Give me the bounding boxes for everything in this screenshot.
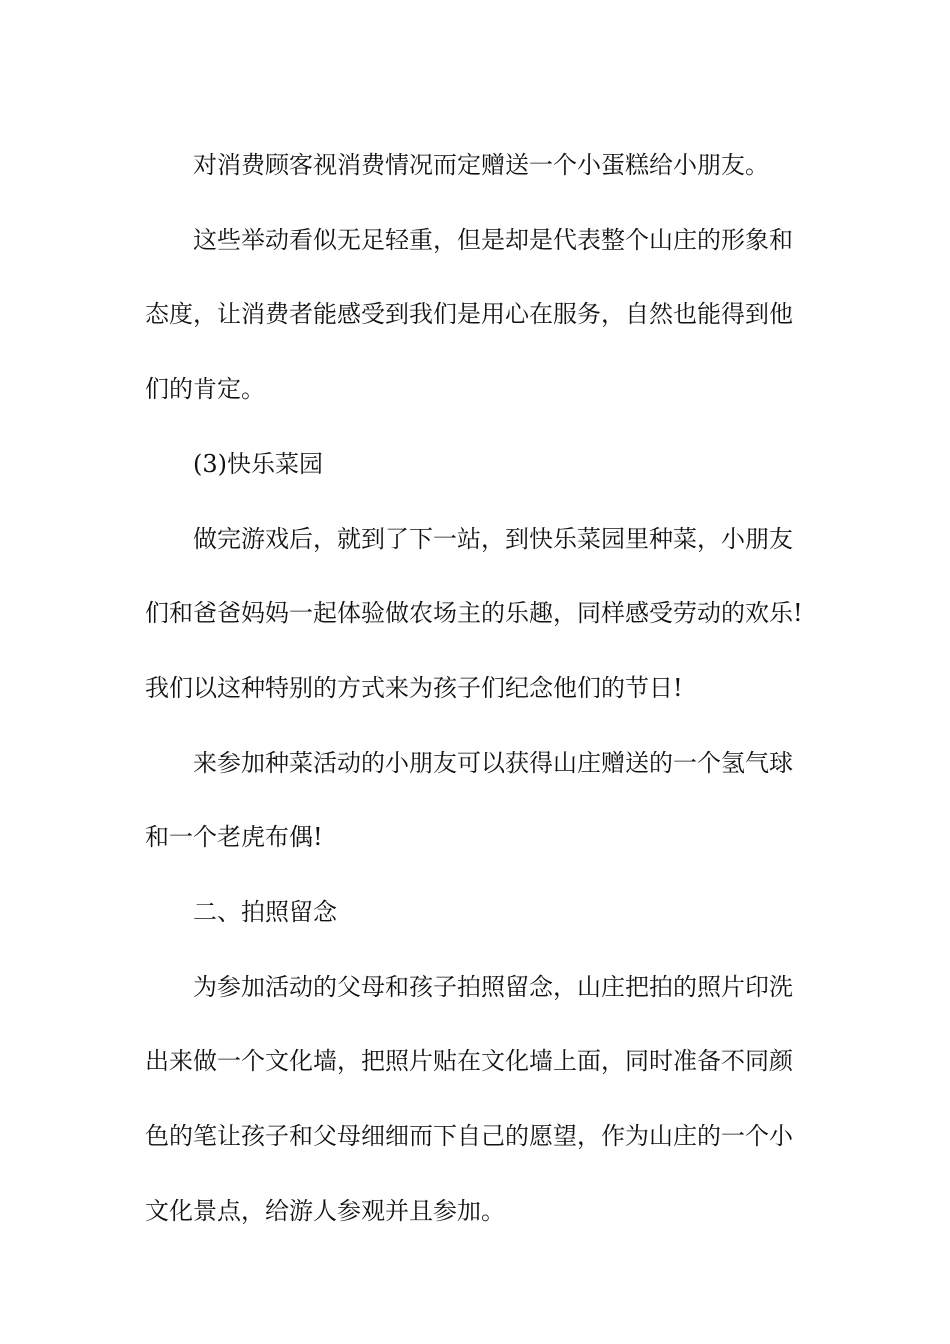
text-line: 态度，让消费者能感受到我们是用心在服务，自然也能得到他 (145, 300, 793, 329)
text-line: 对消费顾客视消费情况而定赠送一个小蛋糕给小朋友。 (193, 151, 769, 179)
text-line: 来参加种菜活动的小朋友可以获得山庄赠送的一个氢气球 (193, 748, 793, 777)
text-line: 们和爸爸妈妈一起体验做农场主的乐趣，同样感受劳动的欢乐! (145, 599, 803, 628)
document-body (145, 128, 807, 1249)
text-line: 做完游戏后，就到了下一站，到快乐菜园里种菜，小朋友 (193, 524, 793, 553)
paragraph-cake-gift (145, 128, 807, 203)
text-line: 们的肯定。 (145, 375, 265, 404)
text-line: 色的笔让孩子和父母细细而下自己的愿望，作为山庄的一个小 (145, 1122, 793, 1151)
section-heading: 二、拍照留念 (193, 898, 337, 927)
paragraph-gestures (145, 203, 807, 427)
paragraph-photo-wall (145, 950, 807, 1249)
heading-photo-memento (145, 875, 807, 950)
paragraph-garden-activity (145, 502, 807, 726)
text-line: 这些举动看似无足轻重，但是却是代表整个山庄的形象和 (193, 225, 793, 254)
text-line: 文化景点，给游人参观并且参加。 (145, 1196, 505, 1225)
text-line: 出来做一个文化墙，把照片贴在文化墙上面，同时准备不同颜 (145, 1047, 793, 1076)
text-line: 我们以这种特别的方式来为孩子们纪念他们的节日! (145, 673, 683, 702)
heading-happy-garden (145, 427, 807, 502)
text-line: 为参加活动的父母和孩子拍照留念，山庄把拍的照片印洗 (193, 972, 793, 1001)
text-line: 和一个老虎布偶! (145, 823, 323, 852)
paragraph-balloon-gift (145, 726, 807, 875)
section-heading: (3)快乐菜园 (193, 449, 323, 478)
